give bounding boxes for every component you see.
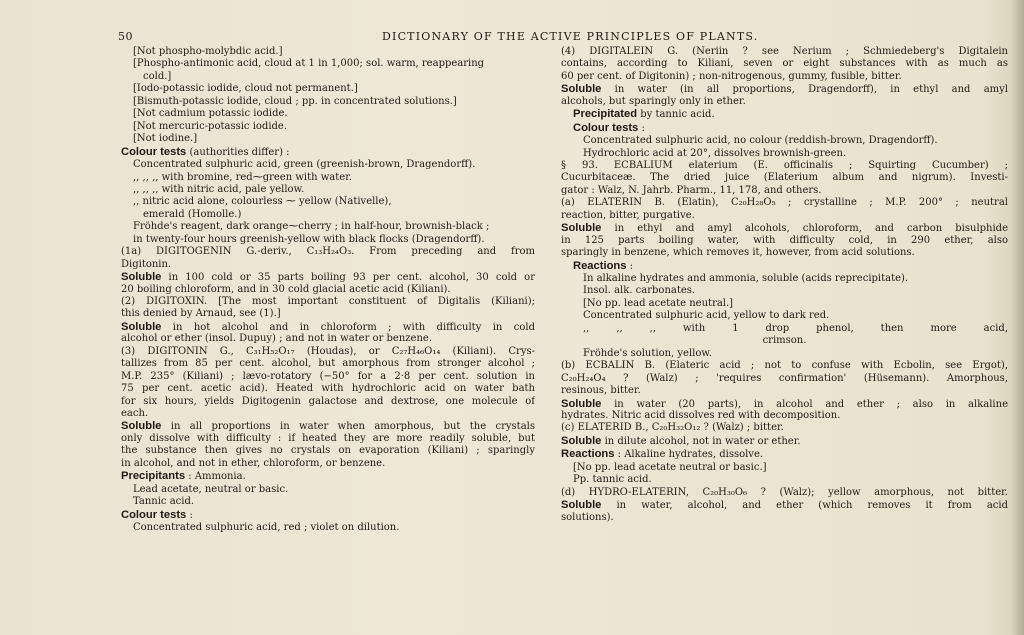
text-line [561, 487, 1008, 499]
text-line [121, 383, 535, 395]
text-line [121, 420, 535, 432]
line-text: : Alkaline hydrates, dissolve. [614, 449, 764, 461]
text-line [121, 458, 535, 470]
text-line [561, 360, 1008, 372]
text-line [121, 96, 535, 108]
line-text: in water, alcohol, and ether (which removes it from acid [601, 500, 1008, 512]
text-line [121, 71, 535, 83]
line-text: [Not cadmium potassic iodide. [133, 108, 288, 120]
text-line [121, 259, 535, 271]
line-text: in water (20 parts), in alcohol and ether ; also in alkaline [601, 398, 1008, 410]
line-text: ,, ,, ,, with bromine, red⁓green with water. [133, 171, 353, 183]
line-text: Concentrated sulphuric acid, red ; violet on dilution. [133, 522, 400, 534]
text-line [561, 247, 1008, 259]
text-line [121, 271, 535, 283]
right-column [561, 46, 1008, 524]
text-line [121, 484, 535, 496]
text-line [121, 83, 535, 95]
text-line [121, 133, 535, 145]
text-line [121, 358, 535, 370]
text-line [121, 234, 535, 246]
bold-label: Soluble [121, 271, 162, 284]
line-text: emerald (Homolle.) [143, 208, 242, 220]
line-text: ,, ,, ,, with nitric acid, pale yellow. [133, 183, 305, 195]
line-text: in twenty-four hours greenish-yellow with black flocks (Dragendorff). [133, 233, 485, 245]
line-text: in 100 cold or 35 parts boiling 93 per cent. alcohol, 30 cold or [161, 272, 535, 284]
text-line [561, 310, 1008, 322]
line-text: the substance then gives no crystals on evaporation (Kiliani) ; sparingly [121, 445, 535, 457]
text-line [121, 496, 535, 508]
text-line [561, 160, 1008, 172]
line-text: in ethyl and amyl alcohols, chloroform, and carbon bisulphide [601, 223, 1008, 235]
line-text: in hot alcohol and in chloroform ; with difficulty in cold [161, 321, 535, 333]
text-line [561, 512, 1008, 524]
line-text: : [626, 260, 634, 272]
line-text: (authorities differ) : [186, 146, 290, 158]
text-line [121, 445, 535, 457]
text-line [121, 371, 535, 383]
bold-label: Colour tests [573, 121, 639, 134]
line-text: : Ammonia. [185, 471, 246, 483]
text-line [121, 284, 535, 296]
line-text: in all proportions in water when amorphous, but the crystals [161, 421, 535, 433]
line-text: tallizes from 85 per cent. alcohol, but amorphous from stronger alcohol ; [121, 358, 535, 370]
line-text: Fröhde's solution, yellow. [583, 347, 712, 359]
line-text: C₂₀H₂₄O₄ ? (Walz) ; 'requires confirmation' (Hüsemann). Amorphous, [561, 372, 1008, 384]
bold-label: Soluble [121, 420, 162, 433]
line-text: (1a) DIGITOGENIN G.-deriv., C₁₃H₂₄O₃. From preceding and from [121, 246, 535, 258]
line-text: 75 per cent. acetic acid). Heated with hydrochloric acid on water bath [121, 383, 535, 395]
text-line [561, 197, 1008, 209]
line-text: [Not phospho-molybdic acid.] [133, 46, 283, 57]
line-text: ,, nitric acid alone, colourless ⁓ yellow (Nativelle), [133, 196, 392, 208]
line-text: Concentrated sulphuric acid, yellow to dark red. [583, 310, 830, 322]
text-line [561, 398, 1008, 410]
text-line [121, 146, 535, 159]
line-text: [Iodo-potassic iodide, cloud not permanent.] [133, 83, 358, 95]
running-title: DICTIONARY OF THE ACTIVE PRINCIPLES OF PLANTS. [382, 30, 759, 43]
line-text: Pp. tannic acid. [573, 474, 652, 486]
line-text: [No pp. lead acetate neutral or basic.] [573, 461, 767, 473]
text-line [561, 273, 1008, 285]
page-edge-shadow [1010, 0, 1024, 635]
text-line [121, 184, 535, 196]
line-text: [Bismuth-potassic iodide, cloud ; pp. in concentrated solutions.] [133, 95, 457, 107]
bold-label: Precipitants [121, 470, 186, 483]
text-line [121, 196, 535, 208]
line-text: Hydrochloric acid at 20°, dissolves brownish-green. [583, 147, 847, 159]
text-line [561, 135, 1008, 147]
line-text: crimson. [762, 335, 807, 347]
bold-label: Soluble [561, 499, 602, 512]
line-text: cold.] [143, 70, 172, 82]
text-line [121, 308, 535, 320]
line-text: reaction, bitter, purgative. [561, 209, 695, 221]
line-text: hydrates. Nitric acid dissolves red with decomposition. [561, 409, 841, 421]
line-text: (4) DIGITALEIN G. (Neriin ? see Nerium ; Schmiedeberg's Digitalein [561, 46, 1008, 57]
bold-label: Reactions [561, 448, 615, 461]
line-text: gator : Walz, N. Jahrb. Pharm., 11, 178, and others. [561, 184, 822, 196]
text-line [121, 396, 535, 408]
line-text: Concentrated sulphuric acid, no colour (reddish-brown, Dragendorff). [583, 135, 938, 147]
line-text: In alkaline hydrates and ammonia, soluble (acids reprecipitate). [583, 273, 909, 285]
line-text: (b) ECBALIN B. (Elateric acid ; not to confuse with Ecbolin, see Ergot), [561, 360, 1008, 372]
line-text: [Not mercuric-potassic iodide. [133, 120, 288, 132]
text-line [561, 71, 1008, 83]
line-text: : [638, 122, 645, 134]
line-text: (2) DIGITOXIN. [The most important constituent of Digitalis (Kiliani); [121, 296, 535, 308]
bold-label: Soluble [121, 320, 162, 333]
text-line [561, 348, 1008, 360]
line-text: only dissolve with difficulty : if heated they are more readily soluble, but [121, 432, 535, 444]
text-line [561, 210, 1008, 222]
text-line [561, 108, 1008, 121]
text-line [121, 470, 535, 483]
line-text: in 125 parts boiling water, with difficulty cold, in 290 ether, also [561, 234, 1008, 246]
text-line [561, 172, 1008, 184]
text-line [561, 499, 1008, 511]
line-text: in dilute alcohol, not in water or ether. [601, 435, 801, 447]
text-line [561, 410, 1008, 422]
text-line [561, 298, 1008, 310]
text-line [561, 385, 1008, 397]
text-line [121, 121, 535, 133]
text-line [561, 422, 1008, 434]
line-text: Fröhde's reagent, dark orange⁓cherry ; in half-hour, brownish-black ; [133, 221, 490, 233]
page-number: 50 [118, 30, 133, 43]
bold-label: Reactions [573, 259, 627, 272]
line-text: (d) HYDRO-ELATERIN, C₂₀H₃₀O₆ ? (Walz); yellow amorphous, not bitter. [561, 486, 1008, 498]
line-text: (3) DIGITONIN G., C₃₁H₅₂O₁₇ (Houdas), or C₂₇H₄₆O₁₄ (Kiliani). Crys- [121, 345, 535, 357]
text-line [561, 122, 1008, 135]
text-line [561, 474, 1008, 486]
text-line [561, 148, 1008, 160]
text-line [121, 46, 535, 58]
line-text: 20 boiling chloroform, and in 30 cold glacial acetic acid (Kiliani). [121, 283, 451, 295]
text-line [561, 335, 1008, 347]
line-text: [Phospho-antimonic acid, cloud at 1 in 1,000; sol. warm, reappearing [133, 58, 485, 70]
text-line [121, 108, 535, 120]
line-text: (c) ELATERID B., C₂₀H₃₂O₁₂ ? (Walz) ; bitter. [561, 422, 784, 434]
line-text: by tannic acid. [637, 109, 715, 121]
text-line [121, 58, 535, 70]
line-text: Tannic acid. [133, 496, 195, 508]
line-text: [No pp. lead acetate neutral.] [583, 297, 734, 309]
left-column [121, 46, 535, 534]
line-text: sparingly in benzene, which removes it, however, from acid solutions. [561, 247, 915, 259]
bold-label: Soluble [561, 222, 602, 235]
line-text: Insol. alk. carbonates. [583, 285, 696, 297]
line-text: ,, ,, ,, with 1 drop phenol, then more acid, [583, 322, 1008, 334]
text-line [121, 246, 535, 258]
line-text: [Not iodine.] [133, 133, 198, 145]
text-line [561, 435, 1008, 448]
line-text: Cucurbitaceæ. The dried juice (Elaterium album and nigrum). Investi- [561, 172, 1008, 184]
line-text: for six hours, yields Digitogenin galactose and dextrose, one molecule of [121, 395, 535, 407]
bold-label: Soluble [561, 434, 602, 447]
text-line [121, 433, 535, 445]
text-line [121, 296, 535, 308]
text-line [121, 221, 535, 233]
text-line [121, 346, 535, 358]
text-line [561, 185, 1008, 197]
line-text: M.P. 235° (Kiliani) ; lævo-rotatory (−50° for a 2·8 per cent. solution in [121, 370, 535, 382]
text-line [561, 323, 1008, 335]
line-text: : [186, 509, 193, 521]
bold-label: Colour tests [121, 145, 187, 158]
text-line [121, 509, 535, 522]
line-text: alcohol or ether (insol. Dupuy) ; and not in water or benzene. [121, 333, 433, 345]
text-line [561, 96, 1008, 108]
line-text: 60 per cent. of Digitonin) ; non-nitrogenous, gummy, fusible, bitter. [561, 70, 902, 82]
line-text: in water (in all proportions, Dragendorff), in ethyl and amyl [601, 84, 1008, 96]
text-line [561, 46, 1008, 58]
text-line [121, 321, 535, 333]
line-text: resinous, bitter. [561, 385, 641, 397]
text-line [561, 58, 1008, 70]
line-text: each. [121, 408, 149, 419]
text-line [561, 222, 1008, 234]
line-text: this denied by Arnaud, see (1).] [121, 308, 281, 320]
line-text: contains, according to Kiliani, seven or eight substances with as much as [561, 58, 1008, 70]
text-line [121, 408, 535, 420]
line-text: Lead acetate, neutral or basic. [133, 483, 289, 495]
bold-label: Precipitated [573, 108, 638, 121]
line-text: Digitonin. [121, 258, 172, 270]
text-line [561, 235, 1008, 247]
text-line [561, 83, 1008, 95]
line-text: (a) ELATERIN B. (Elatin), C₂₀H₂₈O₅ ; crystalline ; M.P. 200° ; neutral [561, 197, 1008, 209]
text-line [561, 260, 1008, 273]
bold-label: Colour tests [121, 508, 187, 521]
text-line [561, 448, 1008, 461]
line-text: § 93. ECBALIUM elaterium (E. officinalis ; Squirting Cucumber) ; [561, 160, 1008, 172]
text-line [561, 373, 1008, 385]
text-line [121, 522, 535, 534]
line-text: solutions). [561, 511, 614, 523]
text-line [121, 172, 535, 184]
text-line [121, 333, 535, 345]
text-line [561, 285, 1008, 297]
text-line [561, 462, 1008, 474]
line-text: alcohols, but sparingly only in ether. [561, 95, 746, 107]
text-line [121, 159, 535, 171]
line-text: Concentrated sulphuric acid, green (greenish-brown, Dragendorff). [133, 159, 476, 171]
bold-label: Soluble [561, 83, 602, 96]
bold-label: Soluble [561, 397, 602, 410]
line-text: in alcohol, and not in ether, chloroform, or benzene. [121, 457, 386, 469]
text-line [121, 209, 535, 221]
